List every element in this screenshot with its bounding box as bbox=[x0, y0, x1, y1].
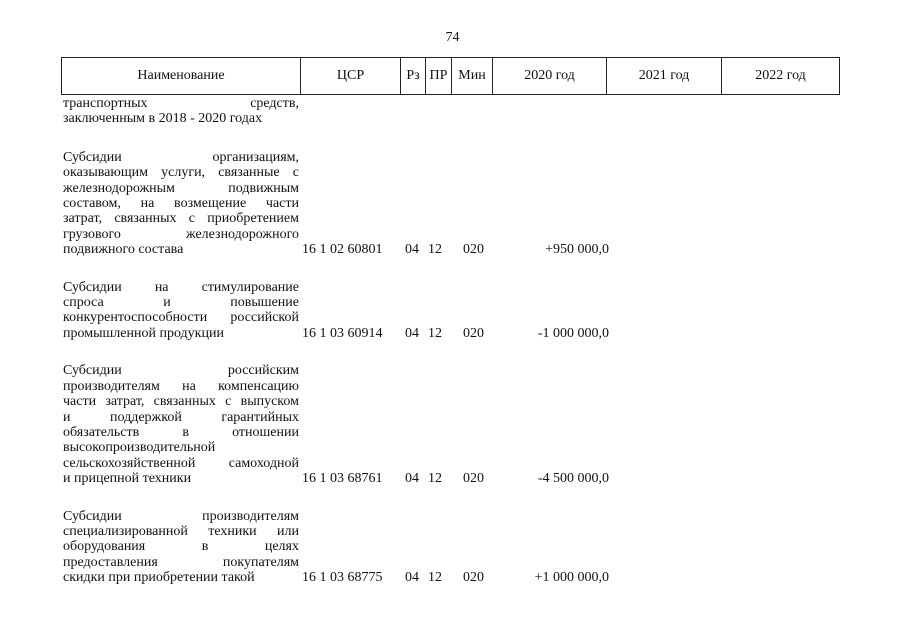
column-header-pr: ПР bbox=[426, 58, 452, 95]
row-csr: 16 1 03 60914 bbox=[302, 325, 383, 341]
row-pr: 12 bbox=[428, 471, 442, 487]
row-name-line: части затрат, связанных с выпуском bbox=[63, 394, 299, 410]
row-name-line: и поддержкой гарантийных bbox=[63, 409, 299, 425]
table-row bbox=[0, 150, 905, 258]
table-row bbox=[0, 363, 905, 486]
row-name-line: Субсидии российским bbox=[63, 363, 299, 379]
row-name-line: грузового железнодорожного bbox=[63, 226, 299, 242]
row-pr: 12 bbox=[428, 325, 442, 341]
row-pr: 12 bbox=[428, 570, 442, 586]
column-header-csr: ЦСР bbox=[301, 58, 401, 95]
row-name-line: оказывающим услуги, связанные с bbox=[63, 165, 299, 181]
row-min: 020 bbox=[463, 242, 484, 258]
column-header-name: Наименование bbox=[62, 58, 301, 95]
row-name-line: предоставления покупателям bbox=[63, 554, 299, 570]
row-min: 020 bbox=[463, 570, 484, 586]
row-pr: 12 bbox=[428, 242, 442, 258]
row-name-line: специализированной техники или bbox=[63, 523, 299, 539]
row-name-line: железнодорожным подвижным bbox=[63, 180, 299, 196]
row-name-line: промышленной продукции bbox=[63, 325, 224, 341]
row-name-line: затрат, связанных с приобретением bbox=[63, 211, 299, 227]
row-name-line: спроса и повышение bbox=[63, 295, 299, 311]
row-name-line: Субсидии организациям, bbox=[63, 149, 299, 165]
column-header-min: Мин bbox=[452, 58, 493, 95]
row-csr: 16 1 03 68761 bbox=[302, 471, 383, 487]
row-value-2020: -1 000 000,0 bbox=[537, 325, 609, 341]
row-value-2020: -4 500 000,0 bbox=[537, 471, 609, 487]
row-csr: 16 1 03 68775 bbox=[302, 570, 383, 586]
row-name bbox=[63, 280, 299, 342]
row-name-line: производителям на компенсацию bbox=[63, 378, 299, 394]
row-name-line: оборудования в целях bbox=[63, 539, 299, 555]
row-min: 020 bbox=[463, 325, 484, 341]
row-value-2020: +950 000,0 bbox=[545, 242, 609, 258]
table-body bbox=[0, 96, 905, 586]
row-name-line: скидки при приобретении такой bbox=[63, 570, 255, 586]
row-name bbox=[63, 509, 299, 586]
row-name bbox=[63, 150, 299, 258]
row-name-line: транспортных средств, bbox=[63, 96, 299, 111]
row-name-line: заключенным в 2018 - 2020 годах bbox=[63, 111, 263, 127]
row-name-line: подвижного состава bbox=[63, 242, 184, 258]
column-header-rz: Рз bbox=[401, 58, 426, 95]
row-name-line: Субсидии производителям bbox=[63, 508, 299, 524]
row-name bbox=[63, 96, 299, 127]
column-header-2020: 2020 год bbox=[493, 58, 607, 95]
row-name-line: обязательств в отношении bbox=[63, 424, 299, 440]
page-number: 74 bbox=[445, 30, 460, 45]
table-row bbox=[0, 509, 905, 586]
row-name-line: составом, на возмещение части bbox=[63, 196, 299, 212]
row-name-line: конкурентоспособности российской bbox=[63, 310, 299, 326]
row-value-2020: +1 000 000,0 bbox=[534, 570, 609, 586]
row-rz: 04 bbox=[405, 242, 419, 258]
row-name-line: сельскохозяйственной самоходной bbox=[63, 455, 299, 471]
row-name-line: и прицепной техники bbox=[63, 471, 192, 487]
row-rz: 04 bbox=[405, 471, 419, 487]
column-header-2022: 2022 год bbox=[722, 58, 840, 95]
table-header bbox=[61, 57, 840, 95]
row-csr: 16 1 02 60801 bbox=[302, 242, 383, 258]
row-name bbox=[63, 363, 299, 486]
column-header-2021: 2021 год bbox=[607, 58, 722, 95]
row-name-line: высокопроизводительной bbox=[63, 440, 216, 456]
row-rz: 04 bbox=[405, 570, 419, 586]
row-min: 020 bbox=[463, 471, 484, 487]
table-row bbox=[0, 280, 905, 342]
row-name-line: Субсидии на стимулирование bbox=[63, 279, 299, 295]
table-row bbox=[0, 96, 905, 127]
row-rz: 04 bbox=[405, 325, 419, 341]
